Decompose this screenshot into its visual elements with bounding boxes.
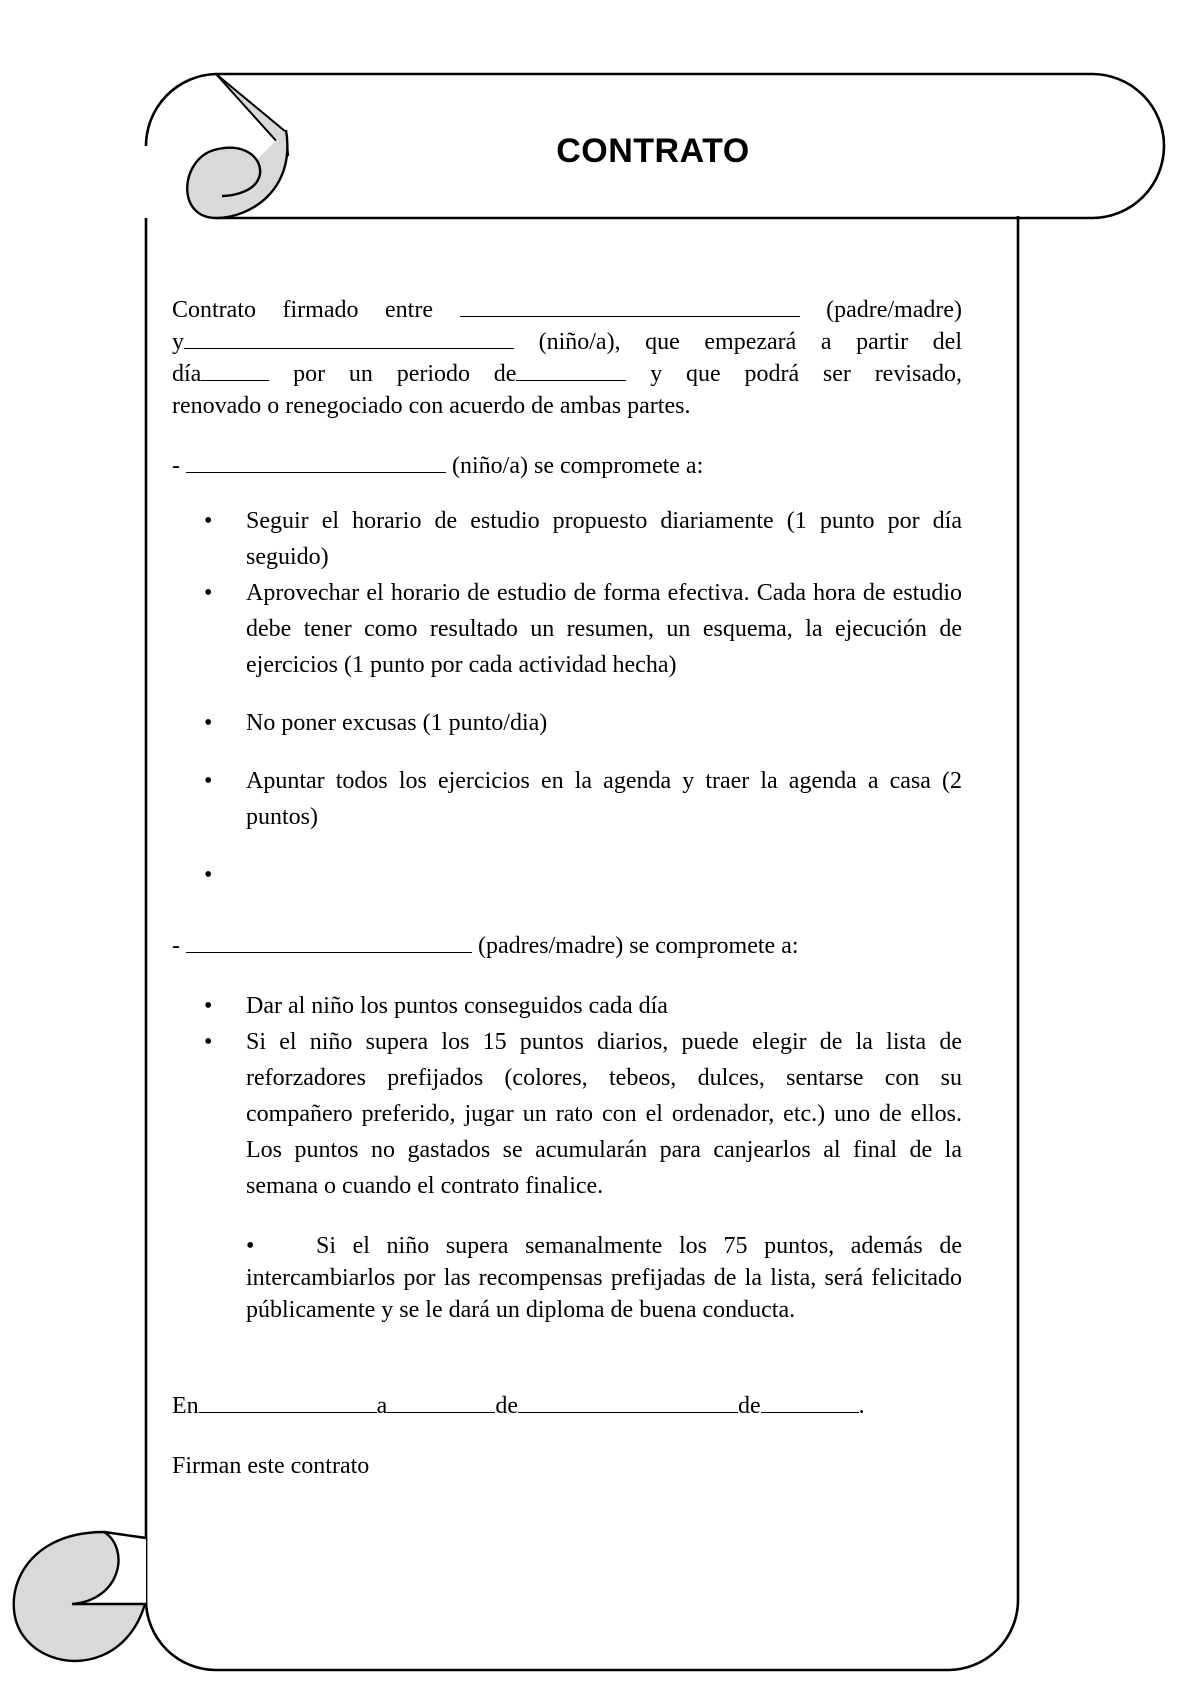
list-item: • No poner excusas (1 punto/dia)	[172, 705, 962, 741]
date-text: a	[376, 1393, 388, 1419]
parent-name-blank-2[interactable]	[186, 930, 472, 953]
parent-section-heading	[172, 928, 962, 964]
start-day-blank[interactable]	[201, 358, 269, 381]
list-item: • Dar al niño los puntos conseguidos cada día	[172, 988, 962, 1024]
parent-section-label: (padres/madre) se compromete a:	[478, 933, 799, 959]
intro-text: día	[172, 361, 202, 387]
child-section-label: (niño/a) se compromete a:	[452, 453, 704, 479]
dash: -	[172, 933, 180, 959]
top-curl-roll	[187, 130, 287, 218]
weekly-bonus-text: Si el niño supera semanalmente los 75 puntos, además de intercambiarlos por las recompensas prefijadas de la lista, será felicitado públicamente y se le dará un diploma de buena conducta.	[246, 1233, 962, 1323]
month-blank[interactable]	[518, 1390, 738, 1413]
intro-line-4: renovado o renegociado con acuerdo de ambas partes.	[172, 393, 691, 419]
year-blank[interactable]	[761, 1390, 859, 1413]
day-blank[interactable]	[387, 1390, 495, 1413]
intro-line-3	[172, 358, 962, 390]
child-name-blank[interactable]	[184, 326, 514, 349]
parent-name-blank[interactable]	[460, 294, 800, 317]
intro-text: por un periodo de	[293, 361, 517, 387]
date-line	[172, 1388, 962, 1424]
parent-commitments	[172, 988, 962, 1204]
place-blank[interactable]	[199, 1390, 377, 1413]
intro-text: y	[172, 329, 184, 355]
signature-label: Firman este contrato	[172, 1453, 370, 1479]
child-section-heading	[172, 448, 962, 484]
bullet-marker: •	[246, 1233, 255, 1259]
list-item-empty[interactable]	[172, 857, 962, 893]
list-item: • Seguir el horario de estudio propuesto diariamente (1 punto por día seguido)	[172, 503, 962, 575]
period-blank[interactable]	[516, 358, 626, 381]
weekly-bonus-paragraph	[246, 1230, 962, 1326]
date-text: de	[495, 1393, 518, 1419]
date-text: En	[172, 1393, 199, 1419]
intro-line-2	[172, 326, 962, 358]
list-item: • Aprovechar el horario de estudio de forma efectiva. Cada hora de estudio debe tener como resultado un resumen, un esquema, la ejecución de ejercicios (1 punto por cada actividad hecha)	[172, 575, 962, 683]
date-text: .	[858, 1393, 865, 1419]
child-commitments	[172, 503, 962, 893]
intro-text: (padre/madre)	[826, 297, 963, 323]
intro-text: (niño/a), que empezará a partir del	[538, 329, 963, 355]
list-item: • Si el niño supera los 15 puntos diarios, puede elegir de la lista de reforzadores prefijados (colores, tebeos, dulces, sentarse con su compañero preferido, jugar un rato con el ordenador, etc.) uno de ellos. Los puntos no gastados se acumularán para canjearlos al final de la semana o cuando el contrato finalice.	[172, 1024, 962, 1204]
intro-text: y que podrá ser revisado,	[650, 361, 962, 387]
contract-title: CONTRATO	[556, 132, 750, 170]
intro-paragraph	[172, 294, 962, 422]
list-item: • Apuntar todos los ejercicios en la agenda y traer la agenda a casa (2 puntos)	[172, 763, 962, 835]
date-text: de	[737, 1393, 761, 1419]
child-name-blank-2[interactable]	[186, 450, 446, 473]
intro-line-1	[172, 294, 962, 326]
dash: -	[172, 453, 180, 479]
intro-text: Contrato firmado entre	[172, 297, 433, 323]
